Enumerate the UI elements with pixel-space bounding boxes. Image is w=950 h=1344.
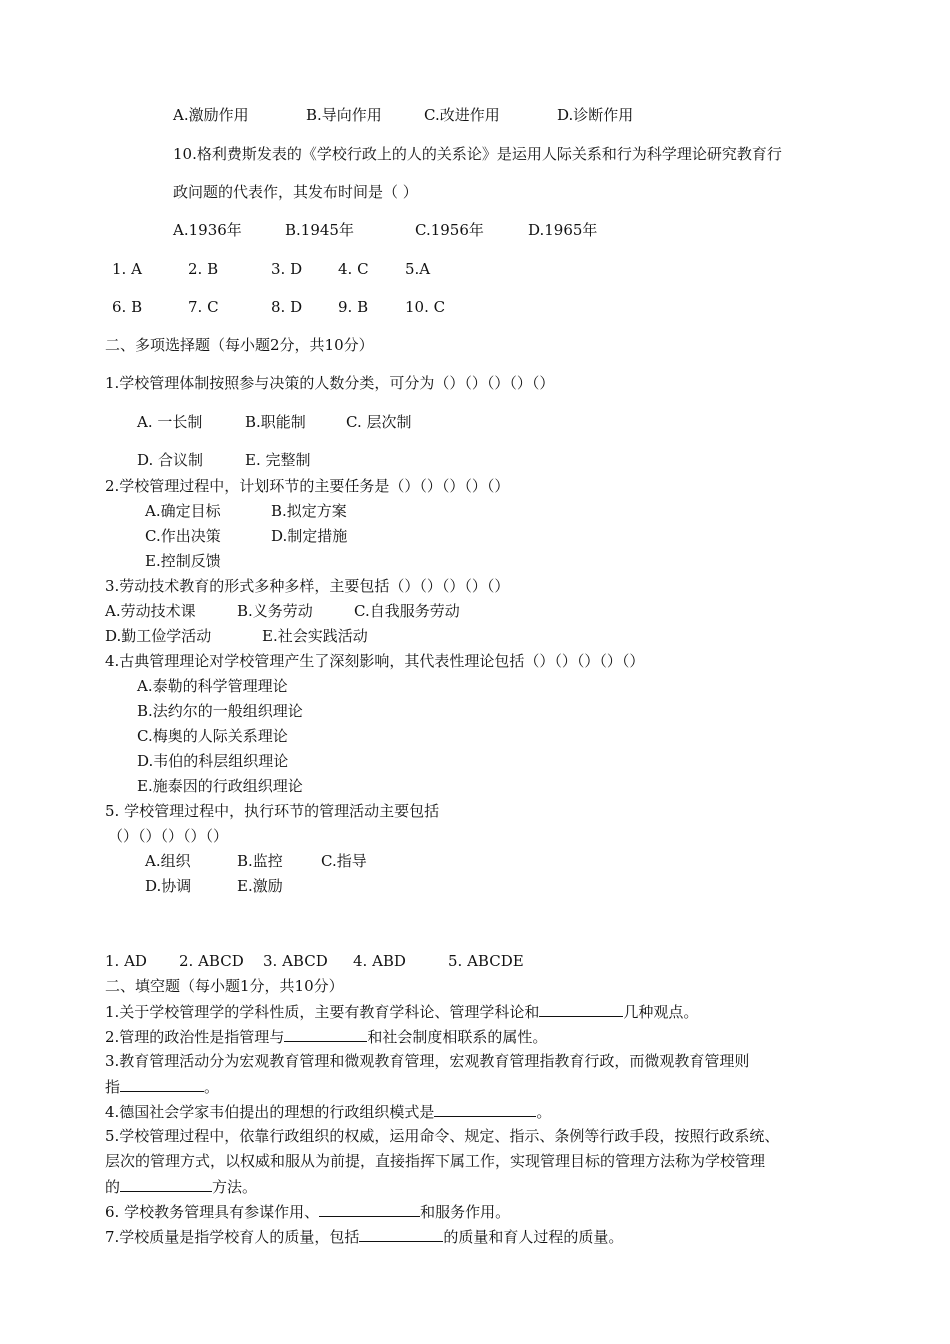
mq3-option-a: A.劳动技术课 <box>105 602 196 620</box>
mq4-stem: 4.古典管理理论对学校管理产生了深刻影响，其代表性理论包括（）（）（）（）（） <box>105 652 645 670</box>
multi-answer-3: 3. ABCD <box>263 952 328 970</box>
fq7 <box>105 1226 623 1247</box>
fq2 <box>105 1026 547 1047</box>
mq3-option-d: D.勤工俭学活动 <box>105 627 212 645</box>
mq1-options-row1 <box>137 412 411 432</box>
mq2-option-b: B.拟定方案 <box>271 502 347 520</box>
q9-option-b: B.导向作用 <box>306 106 382 124</box>
answers-row-2 <box>112 297 445 317</box>
answers-multi <box>105 951 524 971</box>
mq5-option-c: C.指导 <box>321 852 367 870</box>
section-title-multi: 二、多项选择题（每小题2分，共10分） <box>105 336 374 354</box>
fq4-blank[interactable] <box>434 1101 536 1117</box>
fq7-blank[interactable] <box>359 1226 443 1242</box>
mq5-option-e: E.激励 <box>237 877 283 895</box>
mq2-option-c: C.作出决策 <box>145 527 221 545</box>
mq5-stem: 5. 学校管理过程中，执行环节的管理活动主要包括 <box>105 802 440 820</box>
fq5-text-b: 方法。 <box>212 1178 258 1196</box>
fq1-text-b: 几种观点。 <box>623 1003 699 1021</box>
q9-option-d: D.诊断作用 <box>557 106 634 124</box>
q9-option-c: C.改进作用 <box>424 106 500 124</box>
answer-4: 4. C <box>338 260 369 278</box>
fq5-blank[interactable] <box>120 1176 212 1192</box>
fq7-text-a: 7.学校质量是指学校育人的质量，包括 <box>105 1228 360 1246</box>
mq3-option-b: B.义务劳动 <box>237 602 313 620</box>
fq3-text-a: 指 <box>105 1078 121 1096</box>
q10-option-c: C.1956年 <box>415 221 484 239</box>
q10-option-b: B.1945年 <box>285 221 354 239</box>
q9-option-a: A.激励作用 <box>173 106 249 124</box>
fq7-text-b: 的质量和育人过程的质量。 <box>443 1228 624 1246</box>
answer-1: 1. A <box>112 260 142 278</box>
answer-2: 2. B <box>188 260 219 278</box>
mq2-options-row1 <box>145 501 347 521</box>
fq5-line2: 层次的管理方式，以权威和服从为前提，直接指挥下属工作，实现管理目标的管理方法称为学校管理 <box>105 1152 766 1170</box>
mq2-option-a: A.确定目标 <box>145 502 221 520</box>
mq5-options-row1 <box>145 851 367 871</box>
answer-9: 9. B <box>338 298 369 316</box>
mq5-option-b: B.监控 <box>237 852 283 870</box>
mq4-option-e: E.施泰因的行政组织理论 <box>137 777 303 795</box>
mq2-options-row2 <box>145 526 347 546</box>
mq1-option-c: C. 层次制 <box>346 413 412 431</box>
mq4-option-c: C.梅奥的人际关系理论 <box>137 727 288 745</box>
mq1-option-e: E. 完整制 <box>245 451 311 469</box>
fq5-text-a: 的 <box>105 1178 121 1196</box>
answers-row-1 <box>112 259 430 279</box>
answer-3: 3. D <box>271 260 303 278</box>
mq1-option-a: A. 一长制 <box>137 413 203 431</box>
answer-5: 5.A <box>405 260 431 278</box>
answer-8: 8. D <box>271 298 303 316</box>
q10-option-d: D.1965年 <box>528 221 598 239</box>
fq3-line2 <box>105 1076 219 1097</box>
mq3-option-c: C.自我服务劳动 <box>354 602 460 620</box>
q10-option-a: A.1936年 <box>173 221 242 239</box>
multi-answer-2: 2. ABCD <box>179 952 244 970</box>
fq6-blank[interactable] <box>319 1201 420 1217</box>
fq4 <box>105 1101 551 1122</box>
mq2-stem: 2.学校管理过程中，计划环节的主要任务是（）（）（）（）（） <box>105 477 510 495</box>
fq3-text-b: 。 <box>204 1078 220 1096</box>
mq5-option-a: A.组织 <box>145 852 191 870</box>
fq1 <box>105 1001 698 1022</box>
mq3-options-row2 <box>105 626 368 646</box>
mq2-options-row3 <box>145 551 221 571</box>
mq5-option-d: D.协调 <box>145 877 192 895</box>
section-title-fill: 二、填空题（每小题1分，共10分） <box>105 977 344 995</box>
multi-answer-1: 1. AD <box>105 952 147 970</box>
mq4-option-b: B.法约尔的一般组织理论 <box>137 702 303 720</box>
fq6-text-a: 6. 学校教务管理具有参谋作用、 <box>105 1203 320 1221</box>
fq1-text-a: 1.关于学校管理学的学科性质，主要有教育学科论、管理学科论和 <box>105 1003 540 1021</box>
answer-6: 6. B <box>112 298 143 316</box>
mq4-option-a: A.泰勒的科学管理理论 <box>137 677 288 695</box>
fq6 <box>105 1201 510 1222</box>
multi-answer-5: 5. ABCDE <box>448 952 524 970</box>
fq4-text-a: 4.德国社会学家韦伯提出的理想的行政组织模式是 <box>105 1103 435 1121</box>
mq2-option-d: D.制定措施 <box>271 527 348 545</box>
fq3-blank[interactable] <box>120 1076 204 1092</box>
mq3-options-row1 <box>105 601 460 621</box>
mq5-options-row2 <box>145 876 283 896</box>
mq1-option-d: D. 合议制 <box>137 451 204 469</box>
mq3-option-e: E.社会实践活动 <box>262 627 368 645</box>
mq1-stem: 1.学校管理体制按照参与决策的人数分类，可分为（）（）（）（）（） <box>105 374 555 392</box>
fq6-text-b: 和服务作用。 <box>420 1203 511 1221</box>
fq2-text-a: 2.管理的政治性是指管理与 <box>105 1028 285 1046</box>
mq4-option-d: D.韦伯的科层组织理论 <box>137 752 289 770</box>
q10-stem-line1: 10.格利费斯发表的《学校行政上的人的关系论》是运用人际关系和行为科学理论研究教育行 <box>173 145 782 163</box>
q10-stem-line2: 政问题的代表作，其发布时间是（ ） <box>173 183 418 201</box>
fq3-line1: 3.教育管理活动分为宏观教育管理和微观教育管理，宏观教育管理指教育行政，而微观教育管理则 <box>105 1052 750 1070</box>
answer-7: 7. C <box>188 298 219 316</box>
answer-10: 10. C <box>405 298 446 316</box>
fq2-text-b: 和社会制度相联系的属性。 <box>367 1028 548 1046</box>
mq5-parens: （）（）（）（）（） <box>108 827 229 845</box>
multi-answer-4: 4. ABD <box>353 952 406 970</box>
mq3-stem: 3.劳动技术教育的形式多种多样，主要包括（）（）（）（）（） <box>105 577 510 595</box>
mq2-option-e: E.控制反馈 <box>145 552 221 570</box>
mq1-option-b: B.职能制 <box>245 413 306 431</box>
fq2-blank[interactable] <box>284 1026 367 1042</box>
fq5-line3 <box>105 1176 257 1197</box>
fq5-line1: 5.学校管理过程中，依靠行政组织的权威，运用命令、规定、指示、条例等行政手段，按照行政系统、 <box>105 1127 780 1145</box>
fq4-text-b: 。 <box>536 1103 552 1121</box>
q10-options <box>173 220 597 240</box>
q9-options <box>173 105 633 125</box>
mq1-options-row2 <box>137 450 311 470</box>
fq1-blank[interactable] <box>539 1001 623 1017</box>
